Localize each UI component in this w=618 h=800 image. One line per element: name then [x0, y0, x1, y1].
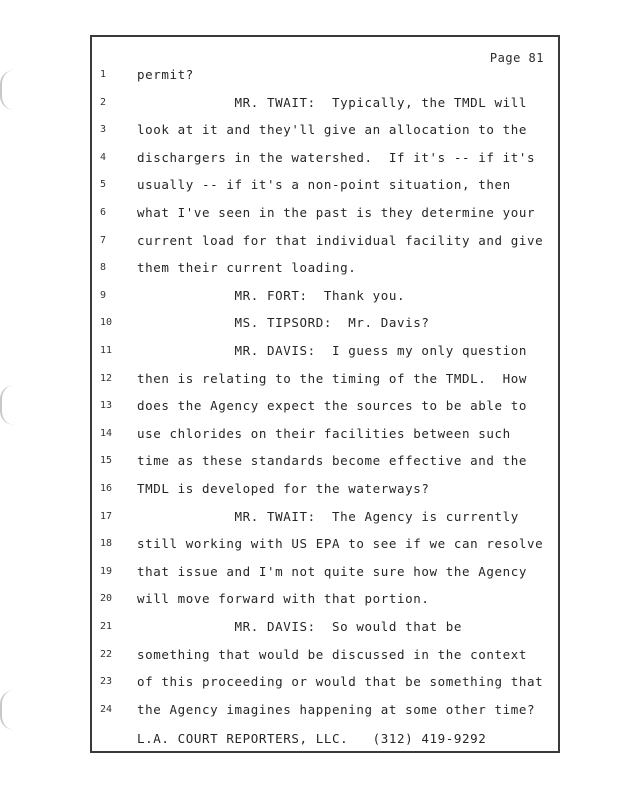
transcript-page-frame	[90, 35, 560, 753]
line-number: 5	[100, 179, 107, 191]
binder-hole-mark	[0, 690, 16, 730]
transcript-line-text: MR. DAVIS: I guess my only question	[137, 343, 528, 358]
line-number: 1	[100, 69, 107, 80]
line-number: 10	[100, 317, 113, 329]
line-number: 2	[100, 96, 107, 108]
transcript-line-text: usually -- if it's a non-point situation, then	[137, 177, 511, 193]
court-reporter-footer: L.A. COURT REPORTERS, LLC. (312) 419-9292	[137, 731, 487, 746]
transcript-line-text: MS. TIPSORD: Mr. Davis?	[137, 315, 430, 331]
line-number: 11	[100, 345, 113, 356]
line-number: 20	[100, 593, 113, 605]
transcript-line-text: MR. DAVIS: So would that be	[137, 619, 463, 634]
transcript-line-text: TMDL is developed for the waterways?	[137, 481, 430, 496]
binder-hole-mark	[0, 70, 16, 110]
line-number: 19	[100, 565, 113, 577]
line-number: 3	[100, 124, 107, 136]
line-number: 14	[100, 427, 113, 439]
page-number: Page 81	[489, 51, 544, 65]
line-number: 12	[100, 372, 113, 384]
line-number: 16	[100, 483, 113, 494]
transcript-line-text: look at it and they'll give an allocation to the	[137, 122, 528, 138]
transcript-line-text: still working with US EPA to see if we can resolve	[137, 536, 544, 552]
line-number: 21	[100, 621, 113, 632]
line-number: 17	[100, 510, 113, 522]
transcript-line-text: then is relating to the timing of the TMDL. How	[137, 370, 528, 386]
transcript-line-text: current load for that individual facility and give	[137, 232, 544, 248]
transcript-line-text: what I've seen in the past is they determine your	[137, 205, 536, 220]
transcript-line-text: will move forward with that portion.	[137, 591, 430, 607]
transcript-line-text: does the Agency expect the sources to be able to	[137, 398, 528, 414]
transcript-line-text: of this proceeding or would that be something that	[137, 674, 544, 690]
transcript-line-text: dischargers in the watershed. If it's -- if it's	[137, 149, 536, 165]
transcript-line-text: MR. TWAIT: Typically, the TMDL will	[137, 94, 528, 110]
line-number: 22	[100, 648, 113, 660]
binder-hole-mark	[0, 385, 16, 425]
line-number: 7	[100, 234, 107, 246]
line-number: 15	[100, 455, 113, 467]
line-number: 24	[100, 703, 113, 715]
line-number: 23	[100, 676, 113, 688]
transcript-line-text: them their current loading.	[137, 260, 357, 276]
line-number: 18	[100, 538, 113, 550]
transcript-line-text: MR. FORT: Thank you.	[137, 287, 406, 303]
transcript-line-text: use chlorides on their facilities between such	[137, 425, 511, 441]
line-number: 8	[100, 262, 107, 274]
transcript-line-text: time as these standards become effective and the	[137, 453, 528, 469]
transcript-line-text: MR. TWAIT: The Agency is currently	[137, 508, 519, 524]
line-number: 6	[100, 207, 107, 218]
transcript-line-text: that issue and I'm not quite sure how the Agency	[137, 563, 528, 579]
line-number: 4	[100, 151, 107, 163]
line-number: 9	[100, 289, 107, 301]
transcript-line-text: something that would be discussed in the context	[137, 646, 528, 662]
transcript-line-text: permit?	[137, 67, 194, 82]
transcript-line-text: the Agency imagines happening at some other time?	[137, 701, 536, 717]
line-number: 13	[100, 400, 113, 412]
